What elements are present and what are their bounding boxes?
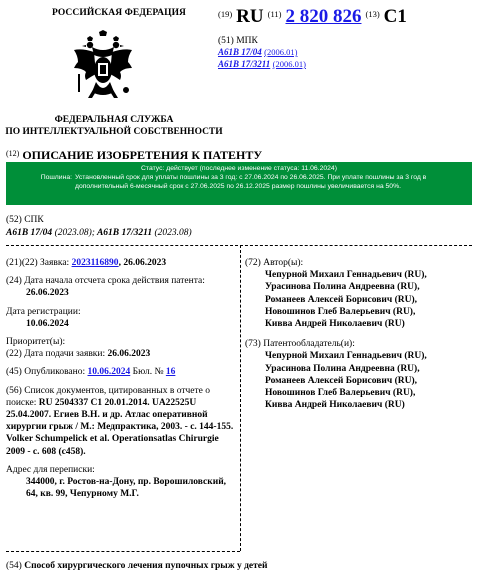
org-line-1: ФЕДЕРАЛЬНАЯ СЛУЖБА <box>54 115 174 125</box>
right-column <box>245 257 475 419</box>
spk-label: (52) СПК <box>6 215 44 225</box>
title-code: (12) <box>6 149 20 158</box>
spk-year-1: (2023.08); <box>54 228 95 238</box>
application-label: (21)(22) Заявка: <box>6 258 70 268</box>
registration-date: 10.06.2024 <box>26 318 69 329</box>
patent-number-line <box>218 6 477 32</box>
code-13: (13) <box>365 9 380 19</box>
org-line-2: ПО ИНТЕЛЛЕКТУАЛЬНОЙ СОБСТВЕННОСТИ <box>5 127 223 137</box>
address-label: Адрес для переписки: <box>6 464 95 475</box>
holder-name: Романеев Алексей Борисович (RU), <box>265 375 418 386</box>
priority <box>6 336 238 360</box>
fee-label: Пошлина: <box>40 174 72 181</box>
holder-name: Новошинов Глеб Валерьевич (RU), <box>265 388 416 399</box>
holders <box>245 338 475 411</box>
divider-bottom <box>6 551 240 552</box>
author-name: Новошинов Глеб Валерьевич (RU), <box>265 306 416 317</box>
author-name: Кивва Андрей Николаевич (RU) <box>265 319 405 330</box>
filing-label: (22) Дата подачи заявки: <box>6 349 106 360</box>
term-date: 26.06.2023 <box>26 288 69 299</box>
cited-label: (56) Список документов, цитированных в отчете о поиске: <box>6 385 210 408</box>
address <box>6 464 238 501</box>
application <box>6 257 238 269</box>
address-text: 344000, г. Ростов-на-Дону, пр. Ворошиловский, 64, кв. 99, Чепурному М.Г. <box>26 477 227 500</box>
cited-documents <box>6 385 238 458</box>
mpk-class-link[interactable]: A61B 17/3211 <box>218 59 271 69</box>
registration <box>6 306 238 330</box>
spk-codes <box>6 227 476 240</box>
holder-name: Урасинова Полина Андреевна (RU), <box>265 363 420 374</box>
title-text: ОПИСАНИЕ ИЗОБРЕТЕНИЯ К ПАТЕНТУ <box>22 148 263 162</box>
kind-code: C1 <box>383 6 407 27</box>
country-code: RU <box>236 6 264 27</box>
term-label: (24) Дата начала отсчета срока действия патента: <box>6 276 205 287</box>
fee-row <box>12 173 466 191</box>
mpk-year: (2006.01) <box>264 47 298 57</box>
patent-number-link[interactable]: 2 820 826 <box>285 6 362 27</box>
invention-code: (54) <box>6 561 22 571</box>
divider-top <box>6 245 472 246</box>
mpk-block <box>218 36 477 71</box>
code-11: (11) <box>267 9 282 19</box>
status-line: Статус: действует (последнее изменение статуса: 11.06.2024) <box>141 165 337 172</box>
bulletin-number-link[interactable]: 16 <box>165 367 176 378</box>
mpk-item <box>218 47 477 59</box>
author-name: Романеев Алексей Борисович (RU), <box>265 294 418 305</box>
fee-text: Установленный срок для уплаты пошлины за 3 год: с 27.06.2024 по 26.06.2025. При уплате пошлины за 3 год в дополнительный 6-месячный срок с 27.06.2025 по 26.12.2025 размер пошлины увеличивается на 50%. <box>75 174 427 190</box>
spk-code-1: A61B 17/04 <box>6 228 53 238</box>
application-date: , 26.06.2023 <box>118 258 167 268</box>
invention-text: Способ хирургического лечения пупочных грыж у детей <box>24 561 268 571</box>
registration-label: Дата регистрации: <box>6 306 81 317</box>
invention-title <box>6 561 476 571</box>
priority-label: Приоритет(ы): <box>6 337 66 348</box>
country-title: РОССИЙСКАЯ ФЕДЕРАЦИЯ <box>51 8 187 18</box>
mpk-class-link[interactable]: A61B 17/04 <box>218 47 262 57</box>
holder-name: Кивва Андрей Николаевич (RU) <box>265 400 405 411</box>
cited-text: RU 2504337 C1 20.01.2014. UA22525U 25.04.2007. Егиев В.Н. и др. Атлас оперативной хирургии грыж / М.: Медпрактика, 2003. - с. 144-155. Volker Schumpelick et al. Operationsatlas Chirurgie 2009 - с. 608 (c458). <box>6 397 234 457</box>
bulletin-label: Бюл. № <box>132 367 164 378</box>
spk-year-2: (2023.08) <box>154 228 192 238</box>
mpk-item <box>218 59 477 71</box>
holders-label: (73) Патентообладатель(и): <box>245 339 355 350</box>
publication-date-link[interactable]: 10.06.2024 <box>87 367 131 378</box>
term-start <box>6 275 238 299</box>
left-column <box>6 257 238 506</box>
authors <box>245 257 475 330</box>
double-headed-eagle-emblem-icon <box>72 30 134 108</box>
divider-vertical <box>240 245 241 551</box>
document-title <box>6 148 476 163</box>
publication <box>6 366 238 378</box>
mpk-year: (2006.01) <box>272 59 306 69</box>
filing-date: 26.06.2023 <box>107 349 151 360</box>
status-box <box>6 162 472 205</box>
holder-name: Чепурной Михаил Геннадьевич (RU), <box>265 351 427 362</box>
filing-line <box>6 348 238 360</box>
publication-label: (45) Опубликовано: <box>6 367 86 378</box>
org-name <box>4 114 224 138</box>
code-19: (19) <box>218 9 233 19</box>
spk-code-2: A61B 17/3211 <box>96 228 153 238</box>
spk-block <box>6 214 476 240</box>
authors-label: (72) Автор(ы): <box>245 258 304 268</box>
author-name: Урасинова Полина Андреевна (RU), <box>265 282 420 293</box>
application-number-link[interactable]: 2023116890 <box>71 258 119 268</box>
mpk-label: (51) МПК <box>218 36 258 46</box>
author-name: Чепурной Михаил Геннадьевич (RU), <box>265 270 427 281</box>
